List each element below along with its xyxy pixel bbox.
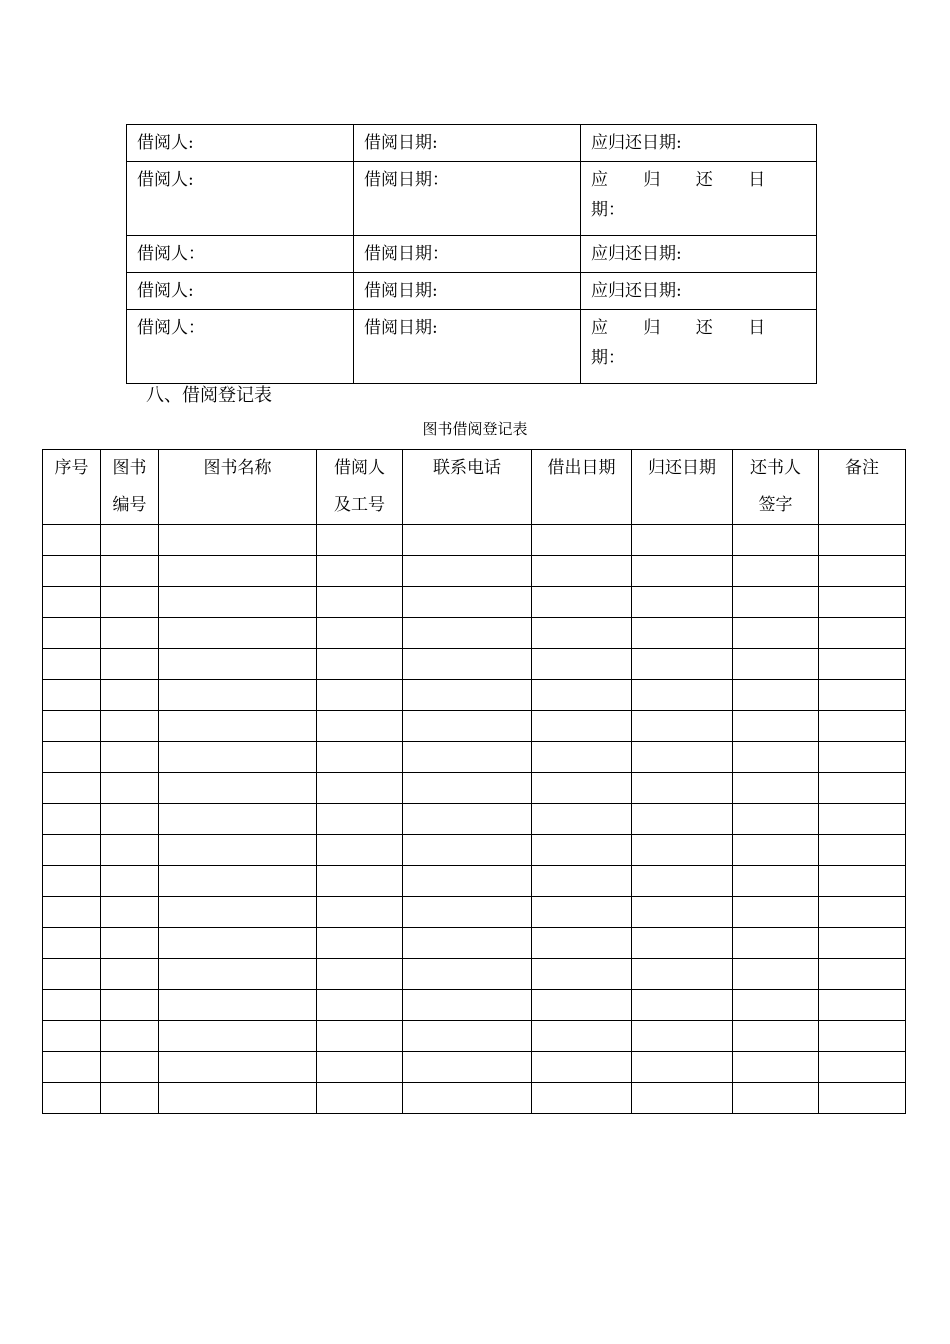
register-cell[interactable]: [101, 587, 159, 618]
header-phone: [403, 450, 532, 525]
table-caption: 图书借阅登记表: [422, 420, 528, 438]
register-cell[interactable]: [101, 742, 159, 773]
register-cell[interactable]: [733, 742, 819, 773]
register-cell[interactable]: [403, 618, 532, 649]
register-row: [43, 773, 906, 804]
register-cell[interactable]: [819, 1021, 906, 1052]
register-cell[interactable]: [403, 556, 532, 587]
register-cell[interactable]: [819, 556, 906, 587]
register-cell[interactable]: [403, 649, 532, 680]
register-cell[interactable]: [819, 711, 906, 742]
register-cell[interactable]: [632, 680, 733, 711]
header-line: 归还日期: [648, 458, 716, 478]
borrow-date-cell[interactable]: 借阅日期：: [354, 236, 581, 273]
register-cell[interactable]: [101, 1052, 159, 1083]
register-cell[interactable]: [159, 556, 317, 587]
register-row: [43, 959, 906, 990]
register-row: [43, 835, 906, 866]
register-header-row: [43, 450, 906, 525]
register-row: [43, 804, 906, 835]
borrow-row: [127, 125, 817, 162]
header-line: 图书名称: [203, 458, 272, 478]
register-cell[interactable]: [403, 711, 532, 742]
due-date-label-line1: 应 归 还 日: [591, 318, 781, 338]
header-line: 图书: [112, 458, 147, 478]
register-cell[interactable]: [733, 1052, 819, 1083]
register-cell[interactable]: [159, 525, 317, 556]
register-cell[interactable]: [403, 525, 532, 556]
register-cell[interactable]: [317, 1083, 403, 1114]
borrower-cell[interactable]: 借阅人：: [127, 236, 354, 273]
register-cell[interactable]: [532, 928, 632, 959]
register-cell[interactable]: [317, 556, 403, 587]
due-date-label-line2: 期：: [591, 200, 625, 220]
register-cell[interactable]: [159, 742, 317, 773]
register-cell[interactable]: [43, 649, 101, 680]
register-cell[interactable]: [532, 773, 632, 804]
register-cell[interactable]: [819, 525, 906, 556]
register-row: [43, 711, 906, 742]
borrow-row: [127, 310, 817, 384]
register-cell[interactable]: [733, 525, 819, 556]
register-cell[interactable]: [532, 1021, 632, 1052]
register-cell[interactable]: [819, 773, 906, 804]
register-cell[interactable]: [532, 866, 632, 897]
header-line: 借出日期: [547, 458, 616, 478]
register-cell[interactable]: [632, 1052, 733, 1083]
register-cell[interactable]: [532, 711, 632, 742]
header-serial-number: [43, 450, 101, 525]
register-cell[interactable]: [819, 835, 906, 866]
register-cell[interactable]: [317, 959, 403, 990]
register-cell[interactable]: [317, 525, 403, 556]
register-row: [43, 1052, 906, 1083]
register-cell[interactable]: [819, 618, 906, 649]
due-date-cell[interactable]: [581, 310, 817, 384]
register-cell[interactable]: [532, 556, 632, 587]
register-cell[interactable]: [101, 618, 159, 649]
due-date-cell[interactable]: [581, 162, 817, 236]
register-cell[interactable]: [101, 1021, 159, 1052]
register-cell[interactable]: [733, 618, 819, 649]
register-cell[interactable]: [101, 680, 159, 711]
register-row: [43, 618, 906, 649]
register-row: [43, 742, 906, 773]
register-cell[interactable]: [101, 711, 159, 742]
register-cell[interactable]: [101, 835, 159, 866]
register-cell[interactable]: [733, 680, 819, 711]
register-cell[interactable]: [819, 742, 906, 773]
register-cell[interactable]: [632, 1021, 733, 1052]
register-cell[interactable]: [532, 835, 632, 866]
register-cell[interactable]: [632, 959, 733, 990]
register-cell[interactable]: [43, 804, 101, 835]
register-cell[interactable]: [43, 959, 101, 990]
register-cell[interactable]: [159, 835, 317, 866]
section-heading: 八、借阅登记表: [146, 385, 272, 406]
borrow-row: [127, 162, 817, 236]
header-remarks: [819, 450, 906, 525]
register-cell[interactable]: [43, 711, 101, 742]
register-cell[interactable]: [403, 680, 532, 711]
register-cell[interactable]: [632, 990, 733, 1021]
register-cell[interactable]: [403, 897, 532, 928]
register-row: [43, 680, 906, 711]
register-cell[interactable]: [101, 897, 159, 928]
register-cell[interactable]: [532, 680, 632, 711]
register-cell[interactable]: [317, 1021, 403, 1052]
register-cell[interactable]: [733, 897, 819, 928]
register-cell[interactable]: [43, 835, 101, 866]
register-cell[interactable]: [101, 990, 159, 1021]
register-cell[interactable]: [733, 959, 819, 990]
register-cell[interactable]: [819, 1083, 906, 1114]
register-cell[interactable]: [403, 1021, 532, 1052]
header-lend-date: [532, 450, 632, 525]
register-cell[interactable]: [733, 1021, 819, 1052]
register-cell[interactable]: [101, 1083, 159, 1114]
register-cell[interactable]: [733, 649, 819, 680]
register-cell[interactable]: [532, 1052, 632, 1083]
register-cell[interactable]: [159, 587, 317, 618]
register-cell[interactable]: [733, 556, 819, 587]
register-cell[interactable]: [532, 649, 632, 680]
borrower-cell[interactable]: 借阅人:: [127, 162, 354, 236]
register-cell[interactable]: [733, 928, 819, 959]
register-cell[interactable]: [317, 649, 403, 680]
register-cell[interactable]: [101, 866, 159, 897]
register-cell[interactable]: [159, 711, 317, 742]
register-cell[interactable]: [532, 525, 632, 556]
register-cell[interactable]: [101, 773, 159, 804]
borrower-cell[interactable]: 借阅人：: [127, 310, 354, 384]
register-cell[interactable]: [532, 587, 632, 618]
header-book-number: [101, 450, 159, 525]
header-line: 还书人: [750, 458, 801, 478]
borrow-record-table: [126, 124, 817, 384]
register-cell[interactable]: [159, 618, 317, 649]
register-cell[interactable]: [317, 742, 403, 773]
register-cell[interactable]: [733, 1083, 819, 1114]
header-borrower-id: [317, 450, 403, 525]
register-cell[interactable]: [317, 1052, 403, 1083]
register-cell[interactable]: [101, 804, 159, 835]
register-cell[interactable]: [819, 928, 906, 959]
register-cell[interactable]: [159, 1021, 317, 1052]
header-line: 联系电话: [433, 458, 501, 478]
register-cell[interactable]: [819, 1052, 906, 1083]
register-cell[interactable]: [632, 711, 733, 742]
register-cell[interactable]: [403, 928, 532, 959]
register-row: [43, 990, 906, 1021]
register-cell[interactable]: [532, 1083, 632, 1114]
register-cell[interactable]: [403, 990, 532, 1021]
register-cell[interactable]: [317, 866, 403, 897]
borrow-date-cell[interactable]: 借阅日期：: [354, 162, 581, 236]
header-line: 签字: [758, 495, 793, 515]
register-cell[interactable]: [632, 835, 733, 866]
register-cell[interactable]: [632, 618, 733, 649]
borrow-row: [127, 273, 817, 310]
register-cell[interactable]: [159, 990, 317, 1021]
header-line: 序号: [54, 458, 89, 478]
borrow-date-cell[interactable]: 借阅日期:: [354, 125, 581, 162]
register-cell[interactable]: [532, 804, 632, 835]
register-cell[interactable]: [403, 587, 532, 618]
register-cell[interactable]: [632, 587, 733, 618]
register-cell[interactable]: [159, 1083, 317, 1114]
register-cell[interactable]: [819, 897, 906, 928]
register-cell[interactable]: [733, 835, 819, 866]
register-cell[interactable]: [43, 773, 101, 804]
register-cell[interactable]: [159, 649, 317, 680]
register-cell[interactable]: [317, 618, 403, 649]
register-cell[interactable]: [733, 711, 819, 742]
register-cell[interactable]: [403, 866, 532, 897]
register-cell[interactable]: [317, 990, 403, 1021]
register-cell[interactable]: [632, 1083, 733, 1114]
register-cell[interactable]: [403, 959, 532, 990]
register-cell[interactable]: [43, 1052, 101, 1083]
register-cell[interactable]: [819, 866, 906, 897]
register-cell[interactable]: [632, 773, 733, 804]
register-cell[interactable]: [159, 680, 317, 711]
register-cell[interactable]: [632, 804, 733, 835]
header-returner-signature: [733, 450, 819, 525]
register-cell[interactable]: [733, 587, 819, 618]
due-date-cell[interactable]: 应归还日期:: [581, 273, 817, 310]
borrower-cell[interactable]: 借阅人:: [127, 125, 354, 162]
register-row: [43, 556, 906, 587]
register-cell[interactable]: [317, 928, 403, 959]
register-cell[interactable]: [632, 866, 733, 897]
book-register-table: [42, 449, 906, 1114]
register-cell[interactable]: [819, 959, 906, 990]
register-row: [43, 587, 906, 618]
register-cell[interactable]: [101, 556, 159, 587]
header-line: 编号: [112, 495, 147, 515]
register-cell[interactable]: [159, 773, 317, 804]
register-cell[interactable]: [43, 556, 101, 587]
header-line: 借阅人: [334, 458, 385, 478]
register-cell[interactable]: [43, 680, 101, 711]
register-cell[interactable]: [632, 525, 733, 556]
register-cell[interactable]: [101, 928, 159, 959]
register-cell[interactable]: [43, 618, 101, 649]
register-cell[interactable]: [819, 990, 906, 1021]
register-cell[interactable]: [101, 959, 159, 990]
register-cell[interactable]: [101, 649, 159, 680]
register-row: [43, 897, 906, 928]
header-book-title: [159, 450, 317, 525]
register-cell[interactable]: [43, 928, 101, 959]
header-line: 及工号: [334, 495, 385, 515]
register-cell[interactable]: [159, 897, 317, 928]
register-cell[interactable]: [317, 680, 403, 711]
register-cell[interactable]: [317, 897, 403, 928]
register-cell[interactable]: [403, 835, 532, 866]
register-cell[interactable]: [632, 649, 733, 680]
register-cell[interactable]: [317, 587, 403, 618]
borrow-date-cell[interactable]: 借阅日期:: [354, 273, 581, 310]
register-cell[interactable]: [317, 804, 403, 835]
due-date-label-line1: 应 归 还 日: [591, 170, 781, 190]
due-date-label-line2: 期：: [591, 348, 625, 368]
register-cell[interactable]: [819, 587, 906, 618]
due-date-cell[interactable]: 应归还日期:: [581, 236, 817, 273]
register-row: [43, 928, 906, 959]
register-cell[interactable]: [317, 835, 403, 866]
register-cell[interactable]: [43, 897, 101, 928]
borrower-cell[interactable]: 借阅人:: [127, 273, 354, 310]
register-row: [43, 1083, 906, 1114]
register-cell[interactable]: [43, 1083, 101, 1114]
borrow-date-cell[interactable]: 借阅日期:: [354, 310, 581, 384]
register-cell[interactable]: [632, 742, 733, 773]
register-cell[interactable]: [159, 928, 317, 959]
register-cell[interactable]: [159, 866, 317, 897]
register-cell[interactable]: [632, 897, 733, 928]
register-cell[interactable]: [733, 804, 819, 835]
register-cell[interactable]: [819, 804, 906, 835]
register-cell[interactable]: [317, 773, 403, 804]
register-cell[interactable]: [733, 990, 819, 1021]
borrow-row: [127, 236, 817, 273]
register-cell[interactable]: [532, 742, 632, 773]
register-row: [43, 866, 906, 897]
register-cell[interactable]: [43, 866, 101, 897]
register-cell[interactable]: [43, 525, 101, 556]
register-cell[interactable]: [532, 618, 632, 649]
register-cell[interactable]: [632, 928, 733, 959]
register-cell[interactable]: [43, 1021, 101, 1052]
register-cell[interactable]: [733, 773, 819, 804]
register-cell[interactable]: [317, 711, 403, 742]
register-row: [43, 1021, 906, 1052]
register-cell[interactable]: [532, 959, 632, 990]
register-row: [43, 525, 906, 556]
register-cell[interactable]: [403, 742, 532, 773]
register-cell[interactable]: [43, 587, 101, 618]
register-cell[interactable]: [159, 959, 317, 990]
register-cell[interactable]: [532, 897, 632, 928]
register-row: [43, 649, 906, 680]
register-cell[interactable]: [403, 773, 532, 804]
register-cell[interactable]: [403, 1052, 532, 1083]
register-cell[interactable]: [403, 1083, 532, 1114]
due-date-cell[interactable]: 应归还日期:: [581, 125, 817, 162]
register-cell[interactable]: [819, 649, 906, 680]
register-cell[interactable]: [403, 804, 532, 835]
register-cell[interactable]: [159, 804, 317, 835]
header-line: 备注: [845, 458, 879, 478]
register-cell[interactable]: [101, 525, 159, 556]
register-cell[interactable]: [733, 866, 819, 897]
register-cell[interactable]: [43, 742, 101, 773]
register-cell[interactable]: [819, 680, 906, 711]
register-cell[interactable]: [159, 1052, 317, 1083]
register-cell[interactable]: [632, 556, 733, 587]
header-return-date: [632, 450, 733, 525]
register-cell[interactable]: [43, 990, 101, 1021]
register-cell[interactable]: [532, 990, 632, 1021]
